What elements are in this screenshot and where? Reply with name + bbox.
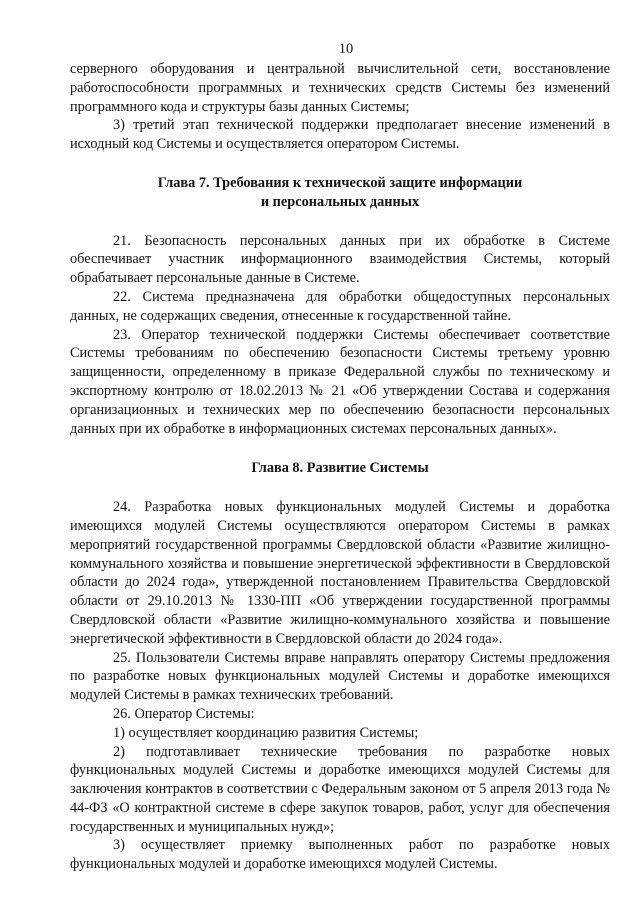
paragraph-24: 24. Разработка новых функциональных модулей Системы и доработка имеющихся модулей Системы осуществляются оператором Системы в рамках мероприятий государственной программы Свердловской области «Развитие жилищно-коммунального хозяйства и повышение энергетической эффективности в Свердловской области до 2024 года», утвержденной постановлением Правительства Свердловской области от 29.10.2013 № 1330-ПП «Об утверждении государственной программы Свердловской области «Развитие жилищно-коммунального хозяйства и повышение энергетической эффективности в Свердловской области до 2024 года». (70, 499, 610, 647)
chapter-7-heading (70, 174, 610, 212)
page-number: 10 (338, 41, 354, 57)
chapter-7-title-line2: и персональных данных (260, 193, 420, 210)
paragraph-23: 23. Оператор технической поддержки Системы обеспечивает соответствие Системы требованиям по обеспечению безопасности Системы третьему уровню защищенности, определенному в приказе Федеральной службы по техническому и экспортному контролю от 18.02.2013 № 21 «Об утверждении Состава и содержания организационных и технических мер по обеспечению безопасности персональных данных при их обработке в информационных системах персональных данных». (70, 326, 610, 437)
paragraph-22: 22. Система предназначена для обработки общедоступных персональных данных, не содержащих сведения, отнесенные к государственной тайне. (70, 288, 610, 324)
chapter-8-heading: Глава 8. Развитие Системы (251, 460, 429, 477)
paragraph-21: 21. Безопасность персональных данных при их обработке в Системе обеспечивает участник информационного взаимодействия Системы, который обрабатывает персональные данные в Системе. (70, 232, 610, 287)
paragraph-26-item-3: 3) осуществляет приемку выполненных работ по разработке новых функциональных модулей и доработке имеющихся модулей Системы. (70, 837, 610, 873)
paragraph-26-item-2: 2) подготавливает технические требования по разработке новых функциональных модулей Системы и доработке имеющихся модулей Системы для заключения контрактов в соответствии с Федеральным законом от 5 апреля 2013 года № 44-ФЗ «О контрактной системе в сфере закупок товаров, работ, услуг для обеспечения государственных и муниципальных нужд»; (70, 743, 610, 835)
document-page (70, 40, 610, 874)
paragraph-26: 26. Оператор Системы: (113, 705, 255, 722)
intro-paragraph-continued: серверного оборудования и центральной вычислительной сети, восстановление работоспособности программных и технических средств Системы без изменений программного кода и структуры базы данных Системы; (70, 61, 610, 115)
chapter-7-title-line1: Глава 7. Требования к технической защите информации (157, 174, 523, 191)
intro-paragraph-stage3: 3) третий этап технической поддержки предполагает внесение изменений в исходный код Системы и осуществляется оператором Системы. (70, 117, 610, 153)
paragraph-25: 25. Пользователи Системы вправе направлять оператору Системы предложения по разработке новых функциональных модулей Системы и доработке имеющихся модулей Системы в рамках технических требований. (70, 649, 610, 704)
paragraph-26-item-1: 1) осуществляет координацию развития Системы; (113, 724, 419, 741)
